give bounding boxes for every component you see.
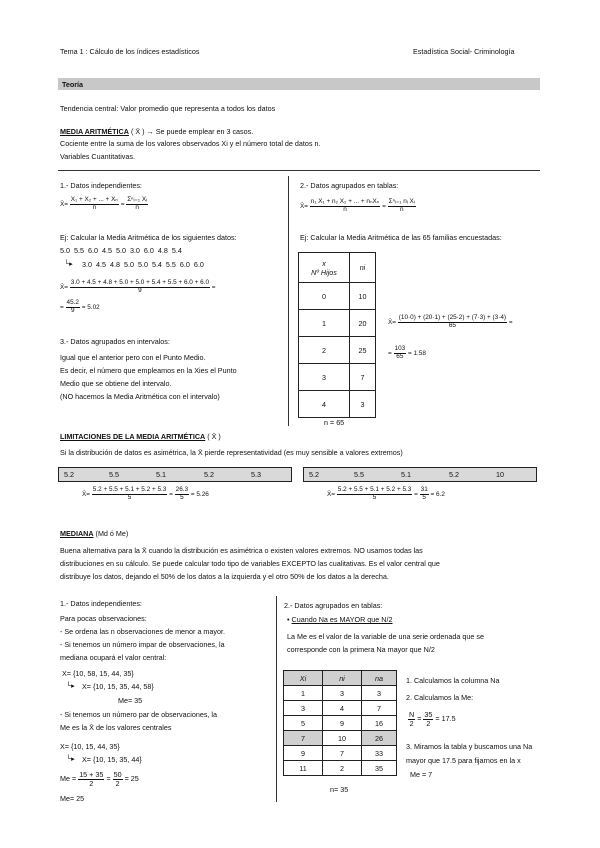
strip-value: 5.5 — [109, 470, 119, 479]
med2-calc — [408, 711, 456, 727]
formula2-denominator: n — [343, 205, 347, 213]
cell-ni: 2 — [323, 761, 362, 776]
cell-xi: 3 — [284, 701, 323, 716]
case2-result: = 1.58 — [407, 349, 426, 357]
limit-calc-2 — [327, 487, 445, 501]
calc-numerator: 3.0 + 4.5 + 4.8 + 5.0 + 5.0 + 5.4 + 5.5 + 6.0 + 6.0 — [70, 279, 210, 286]
limit1-den2: 5 — [180, 493, 184, 501]
strip-value: 5.2 — [204, 470, 214, 479]
formula2-numerator-sum: Σⁿᵢ₌₁ nᵢ Xᵢ — [388, 198, 415, 205]
arrow-icon: → — [146, 127, 154, 136]
sort-arrow-icon: └▸ — [64, 259, 73, 268]
column-divider-2 — [276, 596, 277, 802]
case2-total: n = 65 — [324, 418, 345, 427]
case2-example: Ej: Calcular la Media Aritmética de las 65 familias encuestadas: — [300, 233, 502, 242]
intro-text: Tendencia central: Valor promedio que representa a todos los datos — [60, 104, 276, 113]
calc2-numerator-long: (10·0) + (20·1) + (25·2) + (7·3) + (3·4) — [398, 314, 507, 321]
table-header-x — [299, 253, 350, 283]
table-row — [284, 701, 397, 716]
med1-set2: X= {10, 15, 44, 35} — [60, 742, 120, 751]
header-x-label: x — [322, 258, 326, 268]
cell-na: 3 — [362, 686, 397, 701]
formula2-denominator-sum: n — [399, 205, 404, 213]
strip-value: 5.5 — [354, 470, 364, 479]
media-title: MEDIA ARITMÉTICA — [60, 127, 129, 136]
cell-na: 16 — [362, 716, 397, 731]
cell-ni: 20 — [350, 310, 376, 337]
med1-final: Me= 25 — [60, 794, 85, 803]
med1-l3: - Si tenemos un número impar de observaciones, la — [60, 640, 225, 649]
cell-na: 7 — [362, 701, 397, 716]
table-row — [299, 283, 376, 310]
limit1-numerator: 5.2 + 5.5 + 5.1 + 5.2 + 5.3 — [92, 486, 167, 493]
table-row — [299, 364, 376, 391]
limit1-result: = 5.26 — [190, 490, 209, 498]
strip-value: 5.1 — [156, 470, 166, 479]
mediana-p3: distribuye los datos, dejando el 50% de los datos a la izquierda y el otro 50% de los datos a la derecha. — [60, 572, 389, 581]
mediana-table — [283, 670, 397, 776]
calc-denominator: 9 — [138, 286, 142, 294]
med2-step1: 1. Calculamos la columna Na — [406, 676, 500, 685]
table-row — [299, 391, 376, 418]
case1-sorted-row: 3.0 4.5 4.8 5.0 5.0 5.4 5.5 6.0 6.0 — [82, 260, 204, 269]
case3-l1: Igual que el anterior pero con el Punto Medio. — [60, 353, 206, 362]
formula-equals: = — [120, 200, 125, 208]
xbar-lhs-3: X̄= — [388, 318, 396, 326]
cell-ni: 10 — [323, 731, 362, 746]
cell-ni: 3 — [323, 686, 362, 701]
table-row — [284, 686, 397, 701]
case3-l4: (NO hacemos la Media Aritmética con el intervalo) — [60, 392, 220, 401]
limit2-equals: = — [414, 490, 418, 498]
case3-l2: Es decir, el número que empleamos en la Xies el Punto — [60, 366, 237, 375]
cell-x: 3 — [299, 364, 350, 391]
table-row — [299, 310, 376, 337]
sort-arrow-icon-2: └▸ — [66, 681, 75, 690]
med1-l5: - Si tenemos un número par de observaciones, la — [60, 710, 218, 719]
cell-ni: 7 — [350, 364, 376, 391]
table-row — [284, 716, 397, 731]
med2-l2: corresponde con la primera Na mayor que N/2 — [287, 645, 435, 654]
column-divider — [288, 176, 289, 426]
calc-equals: = — [211, 283, 216, 291]
table-row — [299, 337, 376, 364]
case1-data-row: 5.0 5.5 6.0 4.5 5.0 3.0 6.0 4.8 5.4 — [60, 246, 182, 255]
header-right: Estadística Social- Criminología — [413, 47, 515, 56]
med1-title: 1.- Datos independientes: — [60, 599, 142, 608]
strip-value: 5.2 — [449, 470, 459, 479]
cell-na: 33 — [362, 746, 397, 761]
header-left: Tema 1 : Cálculo de los índices estadísticos — [60, 47, 200, 56]
hijos-table — [298, 252, 376, 418]
table-row — [284, 746, 397, 761]
formula-denominator-sum: n — [135, 203, 139, 211]
xbar-lhs: X̄= — [60, 283, 68, 291]
med1-calc-numerator: 15 + 35 — [79, 770, 104, 779]
sort-arrow-icon-3: └▸ — [66, 754, 75, 763]
med1-l1: Para pocas observaciones: — [60, 614, 147, 623]
header-na: na — [362, 671, 397, 686]
media-line1: Cociente entre la suma de los valores observados Xi y el número total de datos n. — [60, 139, 321, 148]
med1-calc-equals: = — [106, 773, 111, 783]
cell-ni: 7 — [323, 746, 362, 761]
strip-value: 5.1 — [401, 470, 411, 479]
med1-l2: - Se ordena las n observaciones de menor a mayor. — [60, 627, 226, 636]
mediana-p2: distribuciones en su cálculo. Se puede calcular todo tipo de variables EXCEPTO las cualitativas. Es el valor central que — [60, 559, 440, 568]
formula-numerator-sum: Σⁿᵢ₌₁ Xᵢ — [127, 196, 148, 203]
calc2-denominator: 9 — [70, 306, 75, 314]
cell-xi: 7 — [284, 731, 323, 746]
limit2-denominator: 5 — [372, 493, 377, 501]
xbar-lhs-5: X̄= — [327, 490, 335, 498]
mediana-symbol: (Md ó Me) — [95, 529, 129, 538]
table-row-highlight — [284, 731, 397, 746]
limit2-numerator: 5.2 + 5.5 + 5.1 + 5.2 + 5.3 — [337, 486, 412, 493]
cell-x: 2 — [299, 337, 350, 364]
cell-x: 1 — [299, 310, 350, 337]
cell-xi: 1 — [284, 686, 323, 701]
case1-result: = 5.02 — [81, 303, 100, 311]
med1-calc-lhs: Me = — [60, 773, 77, 783]
case3-l3: Medio que se obtiene del intervalo. — [60, 379, 172, 388]
limitations-symbol: ( X̄ ) — [207, 432, 221, 441]
header-xi: Xi — [284, 671, 323, 686]
case2-calc2 — [388, 346, 426, 360]
calc2-equals-short: = — [388, 349, 392, 357]
section-bar — [58, 78, 540, 90]
header-ni: ni — [323, 671, 362, 686]
table-row — [284, 761, 397, 776]
bullet-icon: • — [287, 615, 290, 624]
media-line2: Variables Cuantitativas. — [60, 152, 135, 161]
media-symbol: ( X̄ ) — [130, 127, 145, 136]
med2-title: 2.- Datos agrupados en tablas: — [284, 601, 383, 610]
med1-calc-result: = 25 — [124, 773, 139, 783]
case2-title: 2.- Datos agrupados en tablas: — [300, 181, 399, 190]
formula-numerator: X₁ + X₂ + ... + Xₙ — [70, 196, 118, 203]
med1-calc-num2: 50 — [113, 770, 122, 779]
med1-l6: Me es la X̄ de los valores centrales — [60, 723, 172, 732]
strip-value: 5.3 — [251, 470, 261, 479]
cell-ni: 3 — [350, 391, 376, 418]
data-strip-2 — [303, 467, 537, 482]
case1-example: Ej: Calcular la Media Aritmética de los siguientes datos: — [60, 233, 237, 242]
cell-xi: 5 — [284, 716, 323, 731]
limit2-result: = 6.2 — [430, 490, 445, 498]
limitations-title: LIMITACIONES DE LA MEDIA ARITMÉTICA — [60, 432, 206, 441]
cell-xi: 11 — [284, 761, 323, 776]
med2-total: n= 35 — [330, 785, 349, 794]
calc2-numerator: 45.2 — [66, 299, 79, 306]
case2-calc — [388, 315, 513, 329]
med2-bullet-text: Cuando Na es MAYOR que N/2 — [291, 615, 393, 624]
cell-x: 0 — [299, 283, 350, 310]
med2-step2: 2. Calculamos la Me: — [406, 693, 474, 702]
med2-calc-result: = 17.5 — [435, 713, 456, 723]
media-heading — [60, 127, 253, 136]
strip-value: 10 — [496, 470, 504, 479]
limitations-heading — [60, 432, 221, 441]
case3-title: 3.- Datos agrupados en intervalos: — [60, 337, 170, 346]
case1-calc2 — [60, 300, 100, 314]
med1-calc — [60, 771, 139, 787]
table-header-ni: ni — [350, 253, 376, 283]
media-arrow-text: Se puede emplear en 3 casos. — [155, 127, 254, 136]
med2-step3c: Me = 7 — [410, 770, 433, 779]
med2-calc-d2: 2 — [426, 718, 431, 728]
cell-xi: 9 — [284, 746, 323, 761]
med2-calc-d: 2 — [409, 718, 414, 728]
xbar-lhs-2: X̄= — [300, 202, 308, 210]
case1-formula — [60, 197, 148, 211]
limit2-num2: 31 — [420, 486, 428, 493]
formula-denominator: n — [92, 203, 97, 211]
calc2-equals: = — [60, 303, 64, 311]
med2-step3b: mayor que 17.5 para fijarnos en la x — [406, 756, 521, 765]
med2-calc-n2: 35 — [424, 710, 433, 719]
data-strip-1 — [58, 467, 292, 482]
divider — [58, 170, 540, 171]
xbar-lhs-4: X̄= — [82, 490, 90, 498]
mediana-title: MEDIANA — [60, 529, 94, 538]
limit2-den2: 5 — [422, 493, 426, 501]
med2-calc-n: N — [409, 710, 415, 719]
limit1-num2: 26.3 — [175, 486, 189, 493]
med1-set1: X= {10, 58, 15, 44, 35} — [62, 669, 134, 678]
header-x-sublabel: Nº Hijos — [311, 267, 337, 277]
mediana-p1: Buena alternativa para la X̄ cuando la distribución es asimétrica o existen valores extremos. NO usamos todas las — [60, 546, 423, 555]
limit1-equals: = — [169, 490, 173, 498]
med1-l4: mediana ocupará el valor central: — [60, 653, 167, 662]
med1-me1: Me= 35 — [118, 696, 143, 705]
case1-calc — [60, 280, 216, 294]
formula-lhs: X̄= — [60, 200, 68, 208]
cell-ni: 9 — [323, 716, 362, 731]
med2-calc-equals: = — [417, 713, 422, 723]
strip-value: 5.2 — [64, 470, 74, 479]
med1-calc-denominator: 2 — [89, 778, 94, 788]
limitations-text: Si la distribución de datos es asimétrica, la X̄ pierde representatividad (es muy sensible a valores extremos) — [60, 448, 403, 457]
mediana-heading — [60, 529, 128, 538]
case1-title: 1.- Datos independientes: — [60, 181, 142, 190]
formula2-equals: = — [382, 202, 386, 210]
limit-calc-1 — [82, 487, 209, 501]
section-title: Teoría — [62, 80, 84, 89]
med2-l1: La Me es el valor de la variable de una serie ordenada que se — [287, 632, 484, 641]
cell-na: 35 — [362, 761, 397, 776]
med1-calc-den2: 2 — [115, 778, 120, 788]
med2-step3a: 3. Miramos la tabla y buscamos una Na — [406, 742, 533, 751]
cell-na: 26 — [362, 731, 397, 746]
med2-bullet — [287, 615, 392, 624]
med1-set2-sorted: X= {10, 15, 35, 44} — [82, 755, 142, 764]
strip-value: 5.2 — [309, 470, 319, 479]
case2-formula — [300, 199, 416, 213]
cell-ni: 25 — [350, 337, 376, 364]
cell-x: 4 — [299, 391, 350, 418]
calc2-denominator-long: 65 — [448, 321, 456, 329]
cell-ni: 4 — [323, 701, 362, 716]
calc2-equals-long: = — [508, 318, 513, 326]
calc2-num-short: 103 — [394, 345, 406, 352]
cell-ni: 10 — [350, 283, 376, 310]
med1-set1-sorted: X= {10, 15, 35, 44, 58} — [82, 682, 154, 691]
calc2-den-short: 65 — [396, 352, 404, 360]
formula2-numerator: n₁ X₁ + n₂ X₂ + ... + nₙXₙ — [310, 198, 380, 205]
limit1-denominator: 5 — [127, 493, 132, 501]
